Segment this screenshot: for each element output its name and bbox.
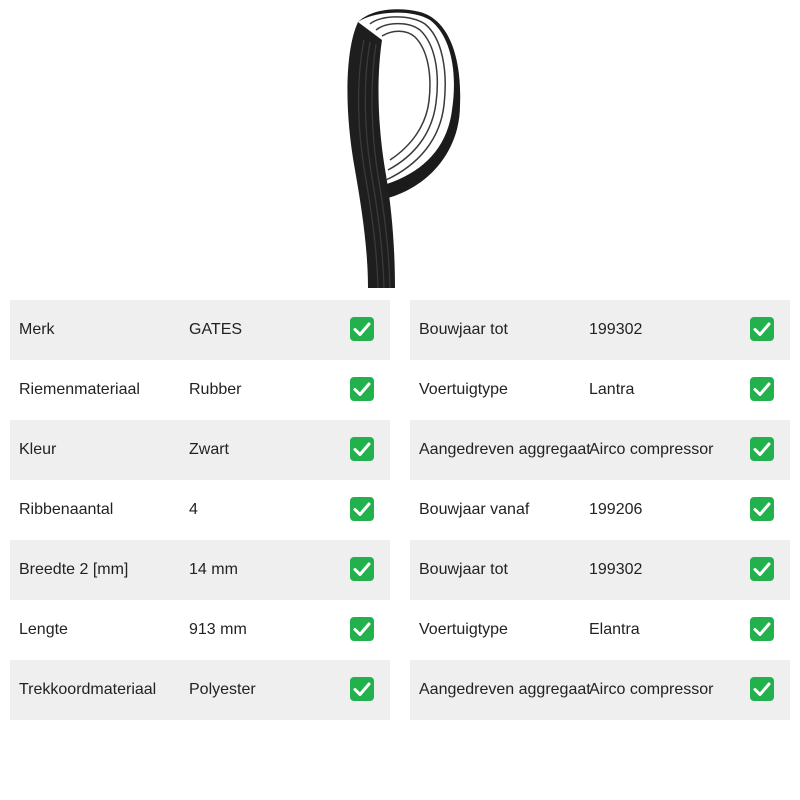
spec-label: Bouwjaar tot <box>419 561 508 578</box>
spec-value: 4 <box>189 501 198 518</box>
spec-row <box>10 660 390 720</box>
spec-label: Aangedreven aggregaat <box>419 681 591 698</box>
spec-row <box>10 480 390 540</box>
spec-label: Ribbenaantal <box>19 501 114 518</box>
spec-label: Lengte <box>19 621 68 638</box>
check-mark-icon <box>750 377 774 401</box>
check-mark-icon <box>350 497 374 521</box>
check-mark-icon <box>350 677 374 701</box>
spec-label: Bouwjaar tot <box>419 321 508 338</box>
check-mark-icon <box>750 497 774 521</box>
spec-row <box>410 420 790 480</box>
product-image <box>300 0 500 290</box>
spec-label: Trekkoordmateriaal <box>19 681 157 698</box>
check-mark-icon <box>350 377 374 401</box>
spec-label: Kleur <box>19 441 57 458</box>
spec-value: Rubber <box>189 381 242 398</box>
spec-label: Voertuigtype <box>419 381 508 398</box>
spec-row <box>10 600 390 660</box>
spec-label: Riemenmateriaal <box>19 381 140 398</box>
spec-value: 199302 <box>589 321 643 338</box>
spec-value: 14 mm <box>189 561 238 578</box>
check-mark-icon <box>750 557 774 581</box>
spec-value: Airco compressor <box>589 441 714 458</box>
spec-value: Polyester <box>189 681 256 698</box>
check-mark-icon <box>350 437 374 461</box>
spec-row <box>410 540 790 600</box>
spec-value: GATES <box>189 321 243 338</box>
spec-label: Aangedreven aggregaat <box>419 441 591 458</box>
spec-value: Zwart <box>189 441 229 458</box>
check-mark-icon <box>350 557 374 581</box>
spec-value: Lantra <box>589 381 635 398</box>
check-mark-icon <box>750 677 774 701</box>
spec-row <box>410 300 790 360</box>
spec-row <box>410 480 790 540</box>
spec-row <box>10 540 390 600</box>
spec-row <box>10 360 390 420</box>
check-mark-icon <box>350 317 374 341</box>
check-mark-icon <box>350 617 374 641</box>
check-mark-icon <box>750 437 774 461</box>
v-belt-illustration <box>300 0 500 290</box>
spec-table-left <box>10 300 390 720</box>
spec-row <box>410 600 790 660</box>
check-mark-icon <box>750 617 774 641</box>
spec-value: 199206 <box>589 501 643 518</box>
spec-label: Breedte 2 [mm] <box>19 561 129 578</box>
spec-value: 913 mm <box>189 621 247 638</box>
check-mark-icon <box>750 317 774 341</box>
spec-row <box>410 360 790 420</box>
spec-row <box>10 420 390 480</box>
spec-label: Bouwjaar vanaf <box>419 501 530 518</box>
spec-value: 199302 <box>589 561 643 578</box>
spec-value: Elantra <box>589 621 640 638</box>
spec-value: Airco compressor <box>589 681 714 698</box>
spec-row <box>10 300 390 360</box>
spec-row <box>410 660 790 720</box>
spec-label: Voertuigtype <box>419 621 508 638</box>
spec-label: Merk <box>19 321 55 338</box>
spec-table-right <box>410 300 790 720</box>
